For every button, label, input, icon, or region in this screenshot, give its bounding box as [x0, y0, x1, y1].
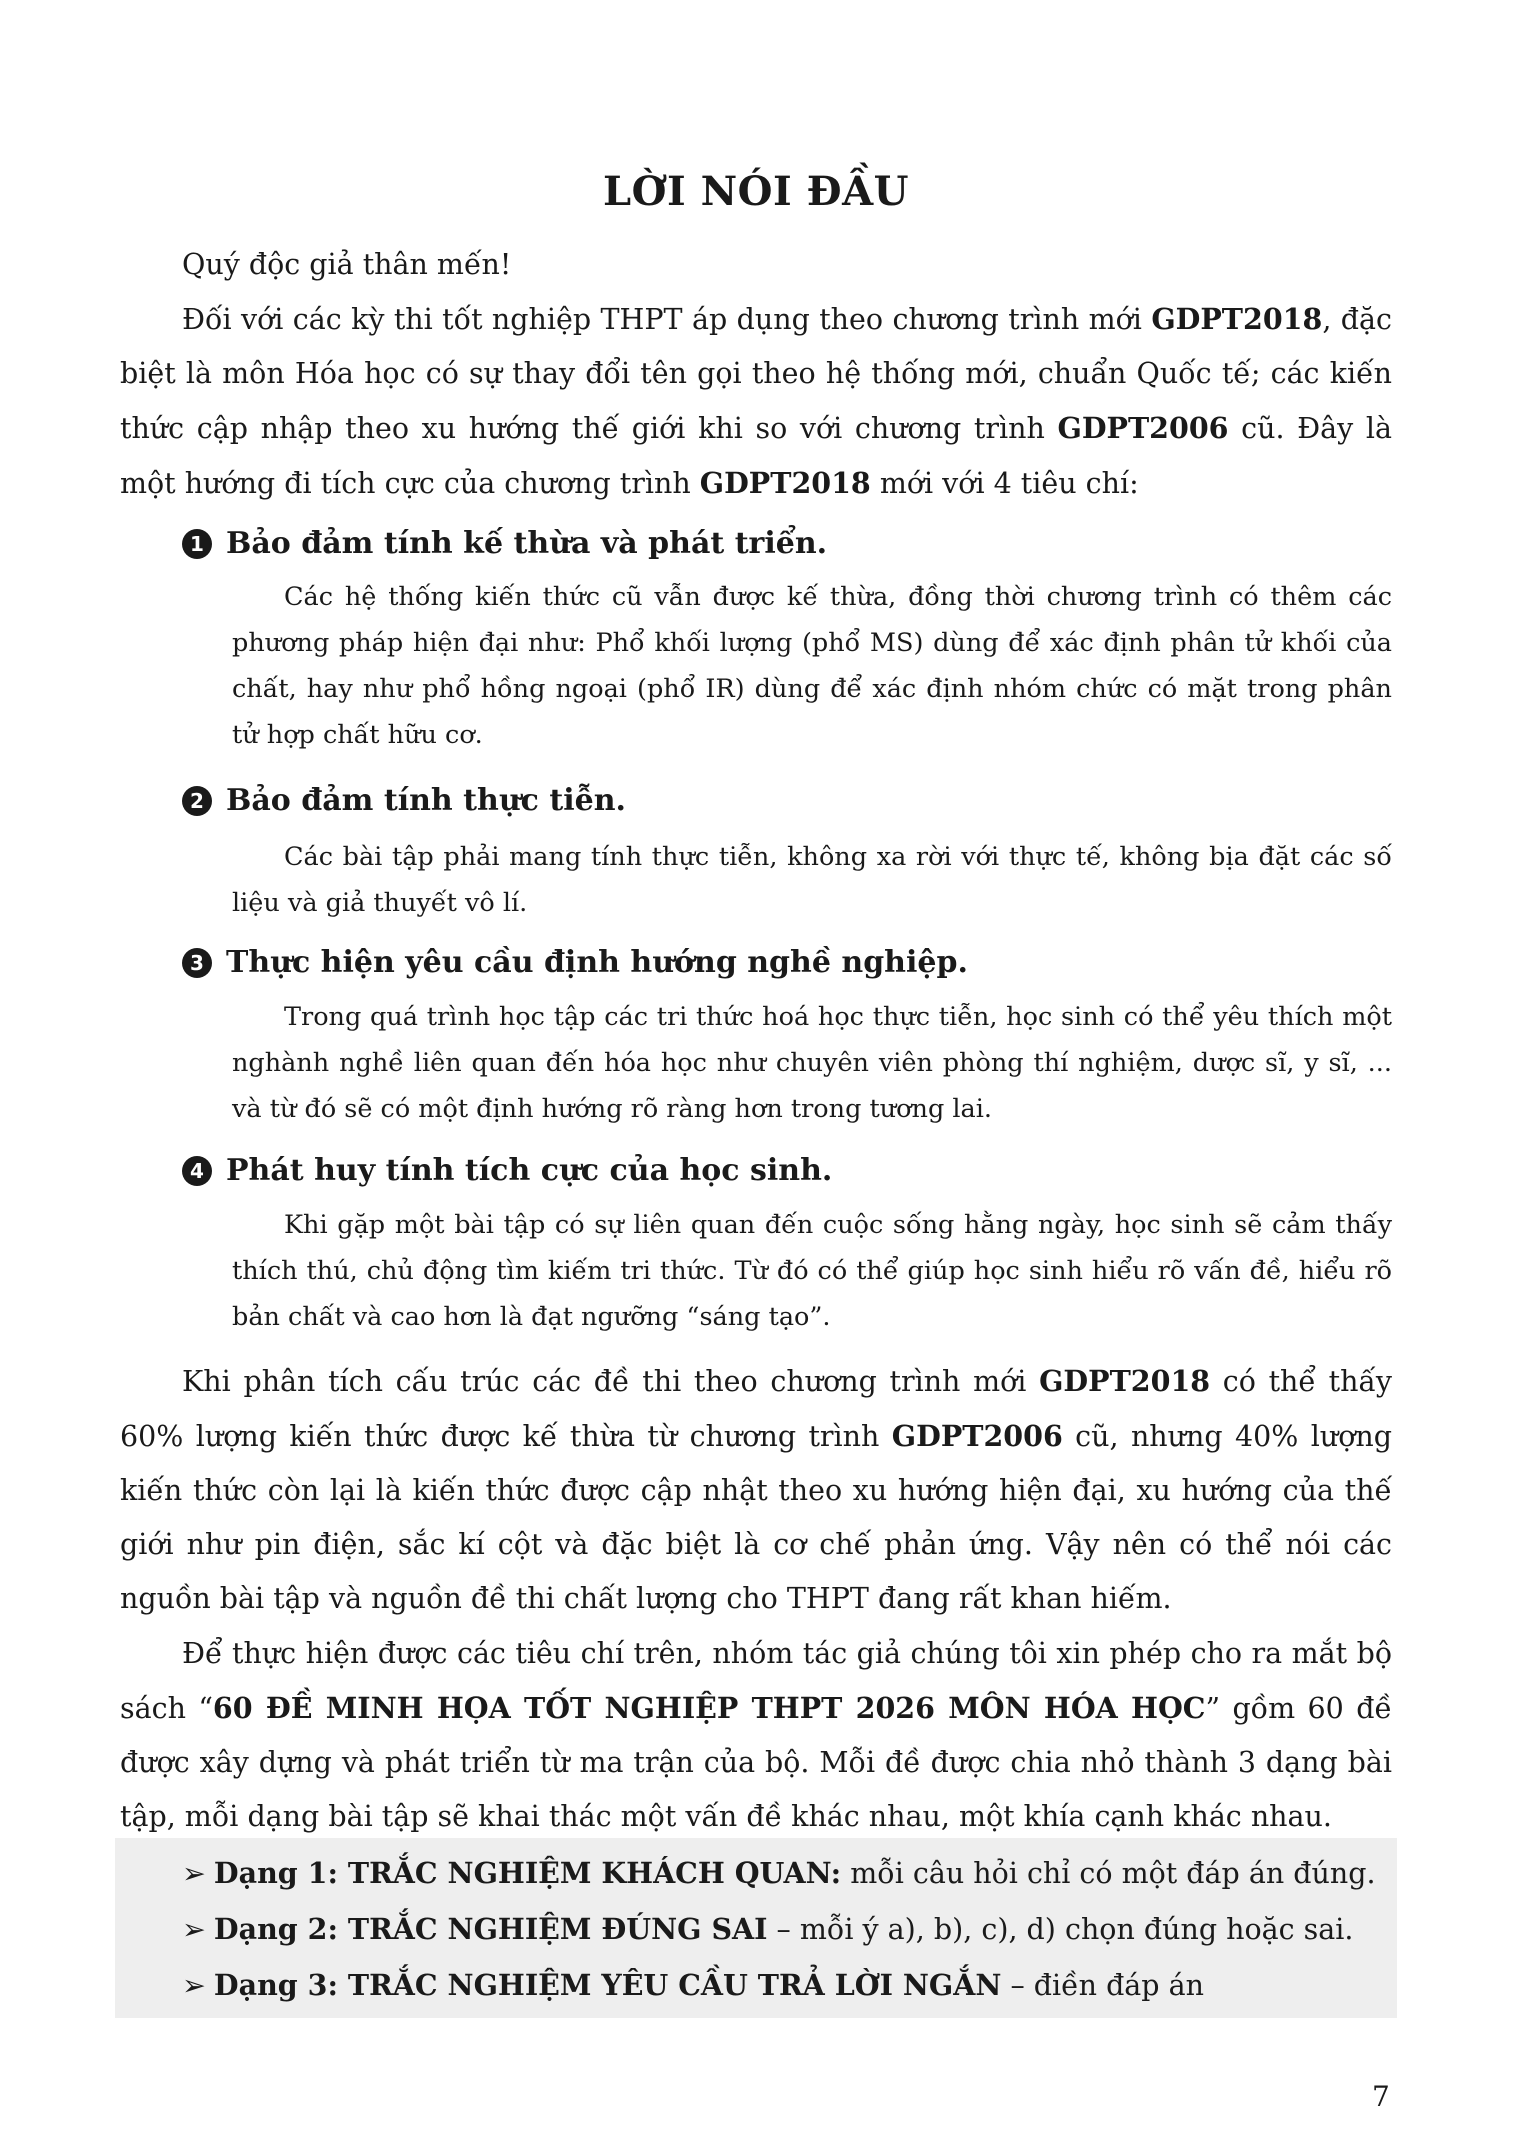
criterion-1-heading: 1 Bảo đảm tính kế thừa và phát triển.: [182, 518, 827, 570]
number-3-icon: 3: [182, 948, 212, 978]
page-number: 7: [1372, 2080, 1390, 2113]
number-2-icon: 2: [182, 786, 212, 816]
type-2-item: ➢ Dạng 2: TRẮC NGHIỆM ĐÚNG SAI – mỗi ý a), b), c), d) chọn đúng hoặc sai.: [182, 1902, 1353, 1957]
arrow-bullet-icon: ➢: [182, 1969, 206, 2002]
page-title: LỜI NÓI ĐẦU: [602, 168, 910, 215]
criterion-2-body: Các bài tập phải mang tính thực tiễn, không xa rời với thực tế, không bịa đặt các số liệu và giả thuyết vô lí.: [232, 842, 1392, 918]
intro-paragraph: Đối với các kỳ thi tốt nghiệp THPT áp dụng theo chương trình mới GDPT2018, đặc biệt là môn Hóa học có sự thay đổi tên gọi theo hệ thống mới, chuẩn Quốc tế; các kiến thức cập nhập theo xu hướng thế giới khi so với chương trình GDPT2006 cũ. Đây là một hướng đi tích cực của chương trình GDPT2018 mới với 4 tiêu chí:: [120, 302, 1392, 500]
greeting: Quý độc giả thân mến!: [182, 248, 512, 281]
criterion-2-heading: 2 Bảo đảm tính thực tiễn.: [182, 775, 626, 827]
criterion-4-body: Khi gặp một bài tập có sự liên quan đến cuộc sống hằng ngày, học sinh sẽ cảm thấy thích thú, chủ động tìm kiếm tri thức. Từ đó có thể giúp học sinh hiểu rõ vấn đề, hiểu rõ bản chất và cao hơn là đạt ngưỡng “sáng tạo”.: [232, 1210, 1392, 1332]
criterion-1-body: Các hệ thống kiến thức cũ vẫn được kế thừa, đồng thời chương trình có thêm các phương pháp hiện đại như: Phổ khối lượng (phổ MS) dùng để xác định phân tử khối của chất, hay như phổ hồng ngoại (phổ IR) dùng để xác định nhóm chức có mặt trong phân tử hợp chất hữu cơ.: [232, 582, 1392, 750]
analysis-paragraph: Khi phân tích cấu trúc các đề thi theo chương trình mới GDPT2018 có thể thấy 60% lượng kiến thức được kế thừa từ chương trình GDPT2006 cũ, nhưng 40% lượng kiến thức còn lại là kiến thức được cập nhật theo xu hướng hiện đại, xu hướng của thế giới như pin điện, sắc kí cột và đặc biệt là cơ chế phản ứng. Vậy nên có thể nói các nguồn bài tập và nguồn đề thi chất lượng cho THPT đang rất khan hiếm.: [120, 1364, 1393, 1615]
type-3-item: ➢ Dạng 3: TRẮC NGHIỆM YÊU CẦU TRẢ LỜI NGẮN – điền đáp án: [182, 1958, 1204, 2013]
arrow-bullet-icon: ➢: [182, 1913, 206, 1946]
criterion-3-body: Trong quá trình học tập các tri thức hoá học thực tiễn, học sinh có thể yêu thích một nghành nghề liên quan đến hóa học như chuyên viên phòng thí nghiệm, dược sĩ, y sĩ, ... và từ đó sẽ có một định hướng rõ ràng hơn trong tương lai.: [232, 1002, 1392, 1124]
number-1-icon: 1: [182, 529, 212, 559]
criterion-3-heading: 3 Thực hiện yêu cầu định hướng nghề nghiệp.: [182, 937, 968, 989]
criterion-4-heading: 4 Phát huy tính tích cực của học sinh.: [182, 1145, 832, 1197]
book-paragraph: Để thực hiện được các tiêu chí trên, nhóm tác giả chúng tôi xin phép cho ra mắt bộ sách “60 ĐỀ MINH HỌA TỐT NGHIỆP THPT 2026 MÔN HÓA HỌC” gồm 60 đề được xây dựng và phát triển từ ma trận của bộ. Mỗi đề được chia nhỏ thành 3 dạng bài tập, mỗi dạng bài tập sẽ khai thác một vấn đề khác nhau, một khía cạnh khác nhau.: [120, 1637, 1392, 1833]
arrow-bullet-icon: ➢: [182, 1857, 206, 1890]
type-1-item: ➢ Dạng 1: TRẮC NGHIỆM KHÁCH QUAN: mỗi câu hỏi chỉ có một đáp án đúng.: [182, 1846, 1376, 1901]
number-4-icon: 4: [182, 1156, 212, 1186]
